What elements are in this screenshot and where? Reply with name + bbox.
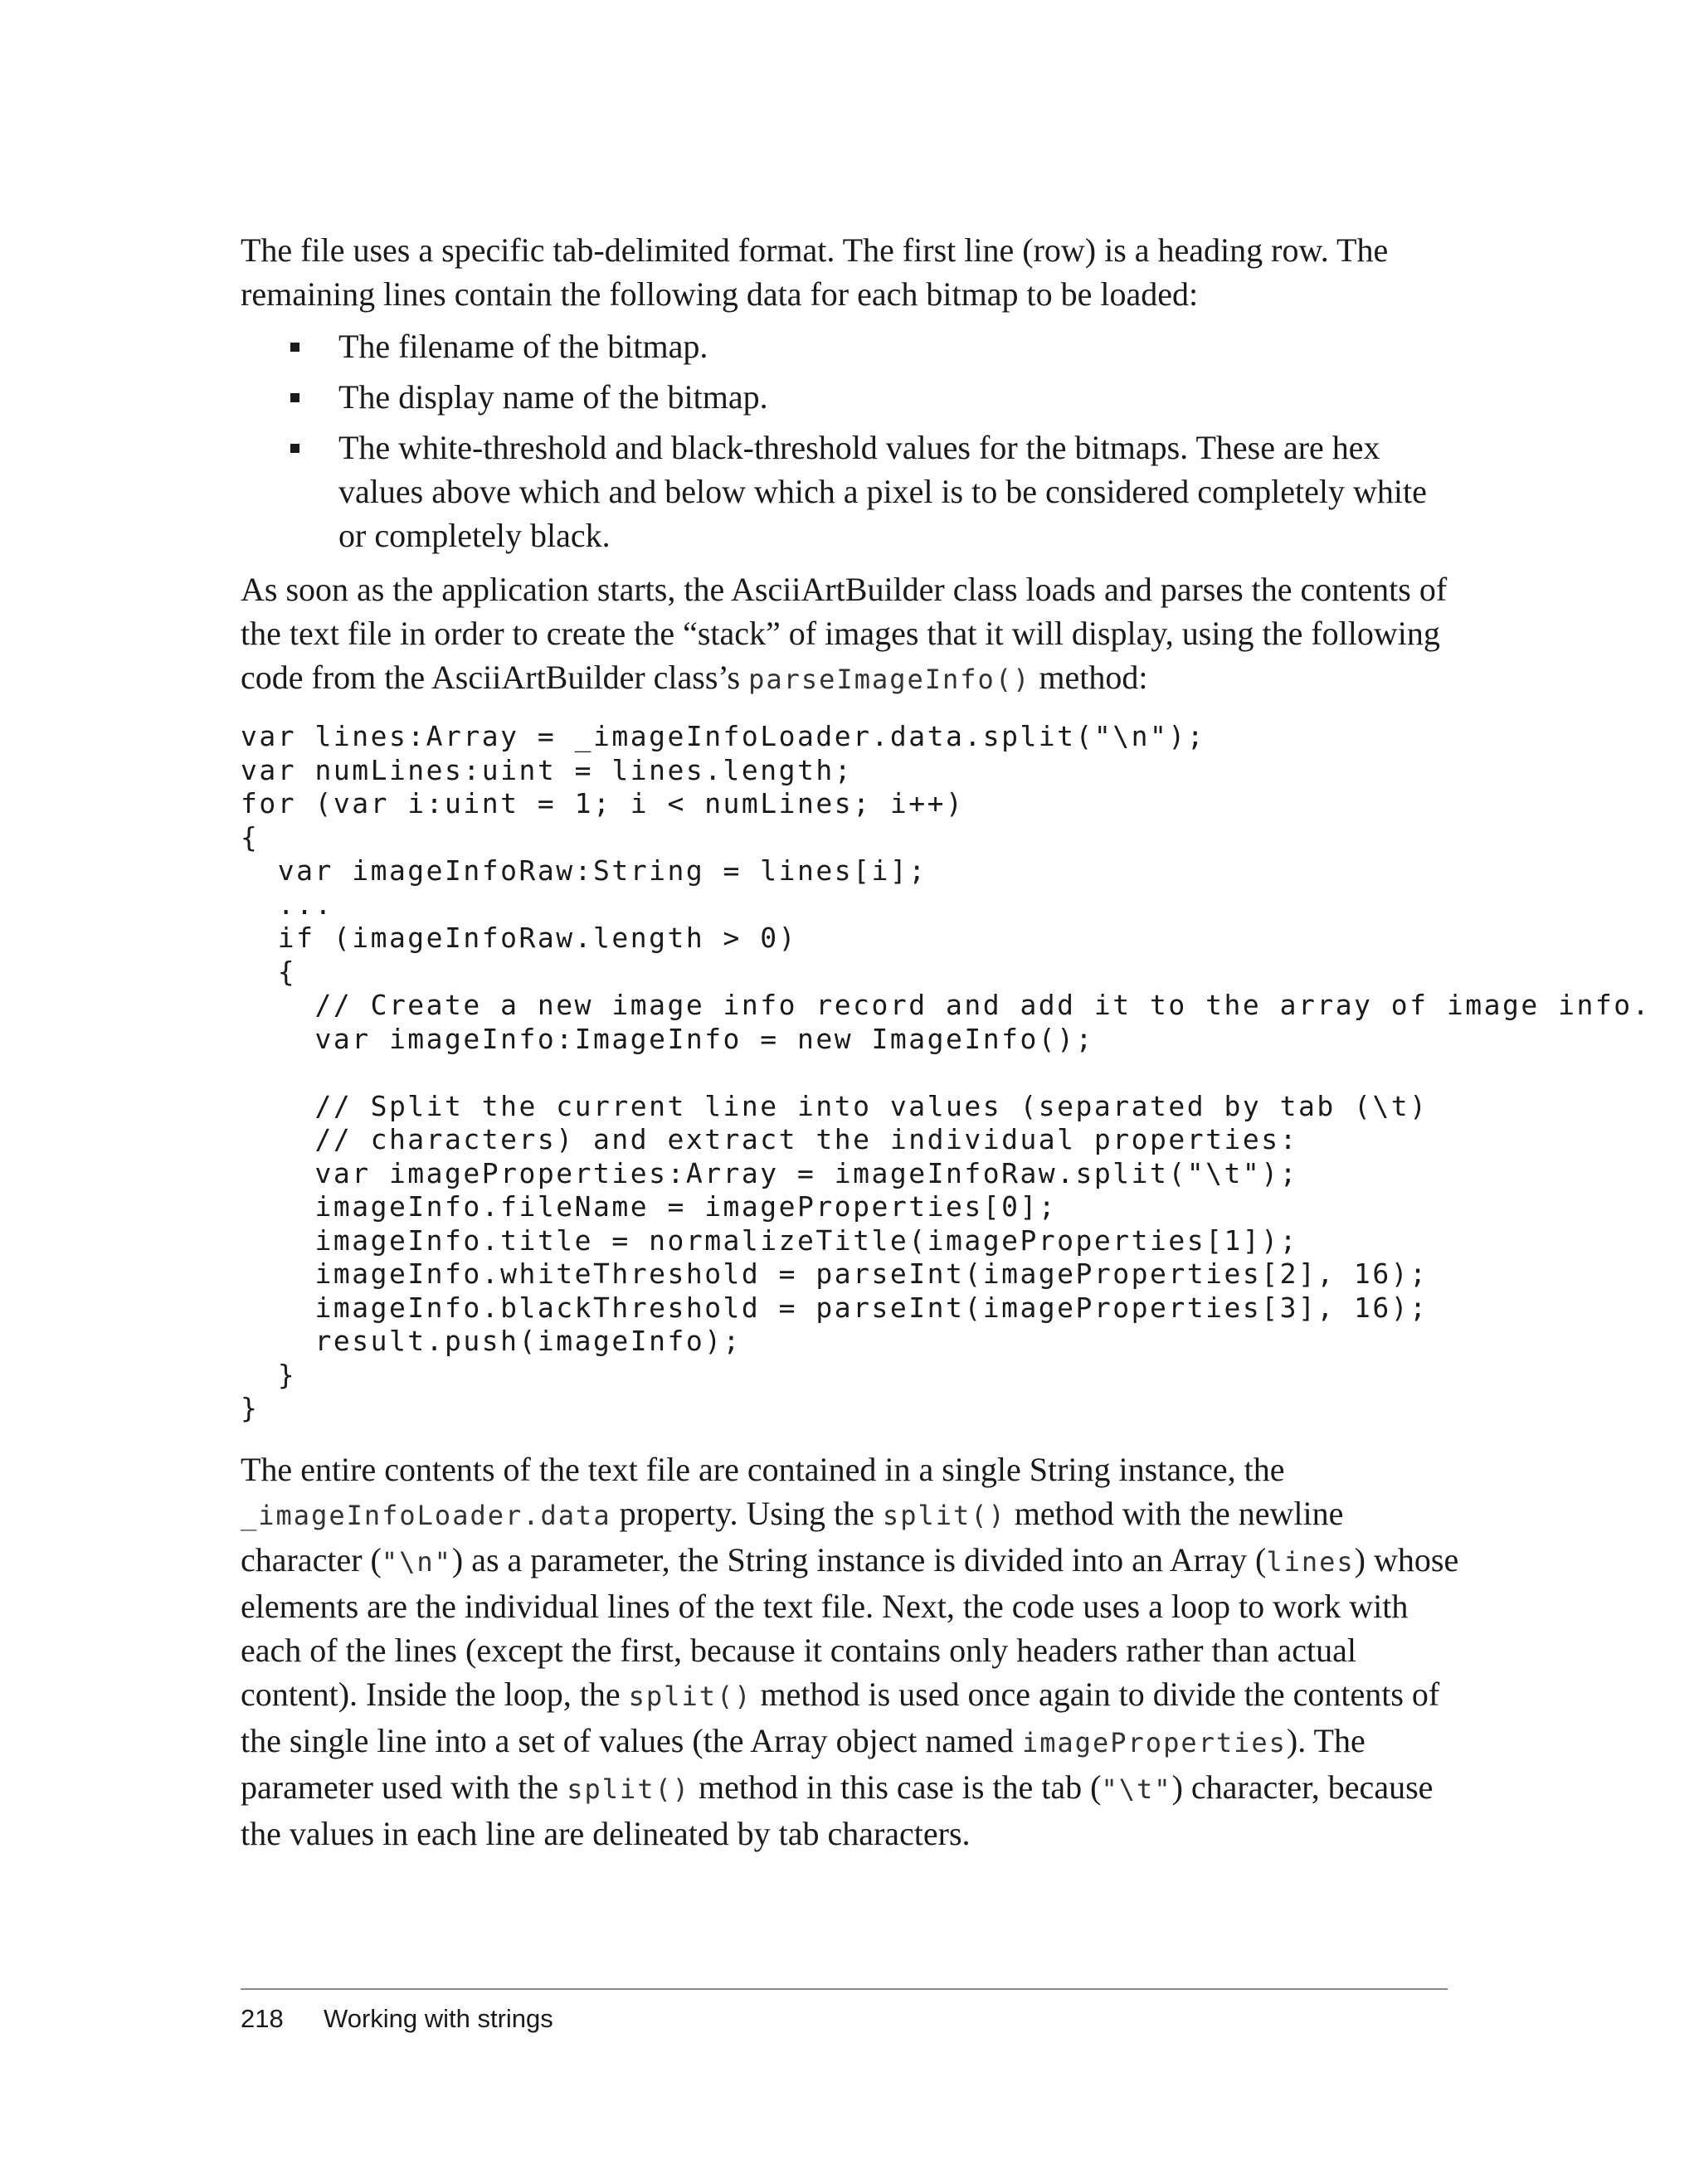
paragraph-explanation [241, 1447, 1460, 1856]
paragraph-application-start [241, 567, 1460, 702]
paragraph-text: method is used once again to divide the contents of the single line into a set of values (the Array object named [241, 1675, 1440, 1759]
paragraph-text: property. Using the [611, 1494, 883, 1532]
paragraph-text: method with the newline character ( [241, 1494, 1344, 1578]
inline-code: imageProperties [1021, 1726, 1287, 1758]
page-number: 218 [241, 2004, 284, 2033]
paragraph-text: ) whose elements are the individual lines of the text file. Next, the code uses a loop to work with each of the lines (except the first, because it contains only headers rather than actual content). Inside the loop, the [241, 1540, 1459, 1713]
inline-code: parseImageInfo() [748, 664, 1031, 695]
page-footer [241, 2002, 553, 2036]
inline-code: lines [1266, 1545, 1355, 1578]
inline-code: "\n" [381, 1545, 452, 1578]
inline-code: split() [628, 1680, 752, 1712]
inline-code: _imageInfoLoader.data [241, 1499, 611, 1531]
list-item [241, 324, 1460, 368]
paragraph-text: method: [1030, 659, 1148, 696]
square-bullet-icon [290, 393, 299, 402]
inline-code: split() [882, 1499, 1006, 1531]
intro-paragraph: The file uses a specific tab-delimited format. The first line (row) is a heading row. The remaining lines contain the following data for each bitmap to be loaded: [241, 231, 1389, 313]
square-bullet-icon [290, 444, 299, 453]
footer-divider [241, 1988, 1448, 1990]
bullet-list [241, 324, 1460, 557]
paragraph-text: ) character, because the values in each line are delineated by tab characters. [241, 1768, 1434, 1852]
paragraph-text: The entire contents of the text file are contained in a single String instance, the [241, 1450, 1285, 1488]
list-item-text: The filename of the bitmap. [338, 328, 708, 365]
paragraph-text: ). The parameter used with the [241, 1721, 1366, 1806]
list-item [241, 375, 1460, 419]
inline-code: "\t" [1101, 1773, 1172, 1805]
inline-code: split() [567, 1773, 691, 1805]
list-item-text: The display name of the bitmap. [338, 378, 768, 416]
list-item [241, 426, 1460, 557]
running-footer-title: Working with strings [324, 2004, 553, 2033]
page-body [241, 228, 1651, 1856]
code-block: var lines:Array = _imageInfoLoader.data.split("\n"); var numLines:uint = lines.length; for (var i:uint = 1; i < numLines; i++) { var imageInfoRaw:String = lines[i]; ... if (imageInfoRaw.length > 0) { // Create a new image info record and add it to the array of image info. var imageInfo:ImageInfo = new ImageInfo(); // Split the current line into values (separated by tab (\t) // characters) and extract the individual properties: var imageProperties:Array = imageInfoRaw.split("\t"); imageInfo.fileName = imageProperties[0]; imageInfo.title = normalizeTitle(imageProperties[1]); imageInfo.whiteThreshold = parseInt(imageProperties[2], 16); imageInfo.blackThreshold = parseInt(imageProperties[3], 16); result.push(imageInfo); } } [241, 720, 1651, 1424]
paragraph-text: ) as a parameter, the String instance is divided into an Array ( [451, 1540, 1267, 1578]
paragraph-text: As soon as the application starts, the AsciiArtBuilder class loads and parses the contents of the text file in order to create the “stack” of images that it will display, using the following code from the AsciiArtBuilder class’s [241, 571, 1448, 696]
square-bullet-icon [290, 343, 299, 352]
paragraph-text: method in this case is the tab ( [690, 1768, 1102, 1806]
list-item-text: The white-threshold and black-threshold values for the bitmaps. These are hex values above which and below which a pixel is to be considered completely white or completely black. [338, 429, 1427, 554]
